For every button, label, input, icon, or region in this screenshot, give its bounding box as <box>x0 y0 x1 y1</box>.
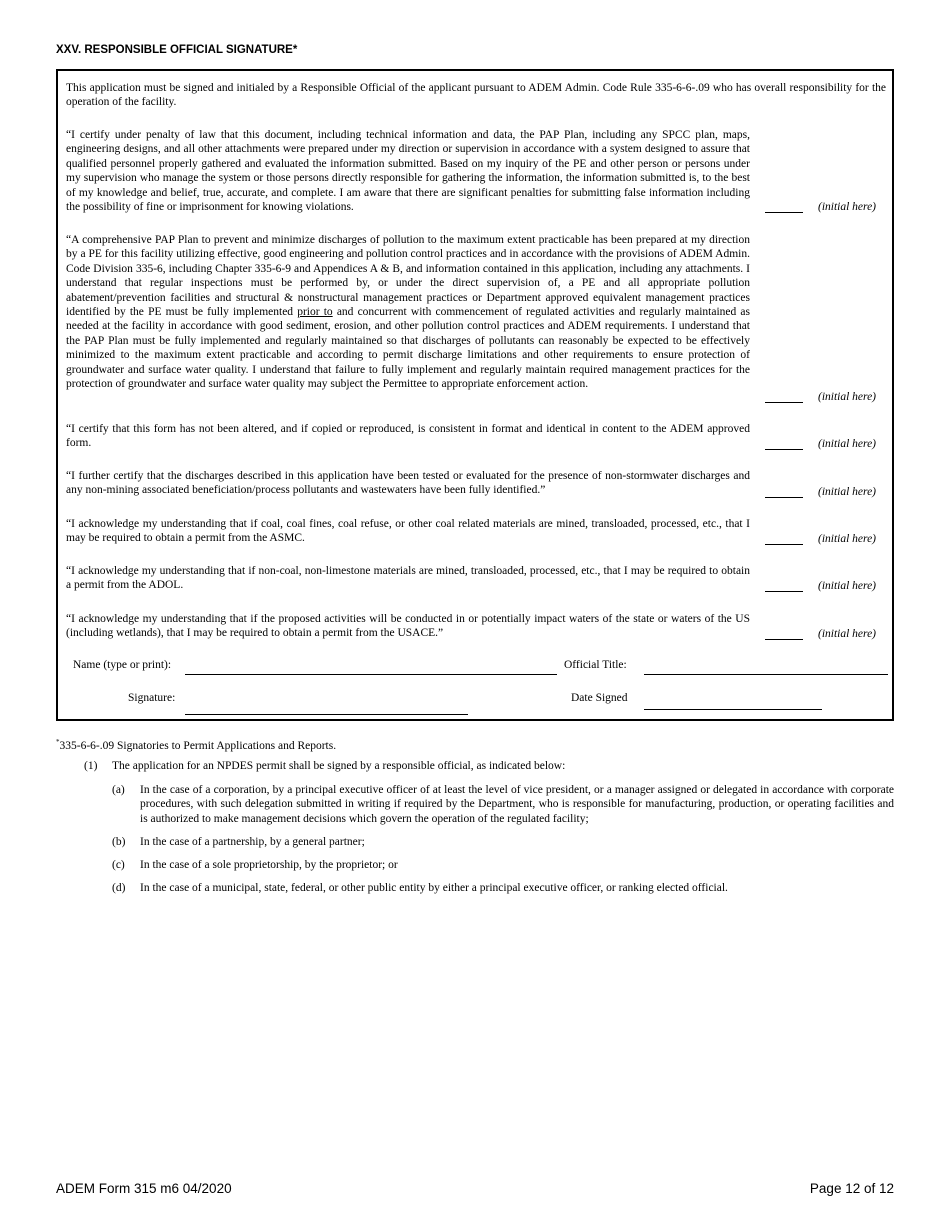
subitem-c-mark: (c) <box>112 859 125 871</box>
certification-discharges: “I further certify that the discharges described in this application have been tested or evaluated for the presence of non-stormwater discharges and any non-mining associated beneficiation/process pollutants and wastewaters have been fully identified.” <box>66 470 750 497</box>
certification-pap-plan <box>66 233 750 391</box>
subitem-b-mark: (b) <box>112 836 126 848</box>
pap-text-after: and concurrent with commencement of regulated activities and regularly maintained as needed at the facility in accordance with good sediment, erosion, and other pollution control practices and ADEM requirements. I understand that the PAP Plan must be fully implemented and regularly maintained so that discharges of pollutants can reasonably be expected to be effectively minimized to the maximum extent practicable and according to permit discharge limitations and other requirements to ensure protection of groundwater and surface water quality. I understand that failure to fully implement and regularly maintain required management practices for the protection of groundwater and surface water quality may subject the Permittee to appropriate enforcement action. <box>66 306 750 391</box>
initial-label-2: (initial here) <box>818 391 877 403</box>
item-1-text: The application for an NPDES permit shall be signed by a responsible official, as indicated below: <box>112 760 566 772</box>
initial-line-4[interactable] <box>765 497 803 498</box>
footnote-heading-text: 335-6-6-.09 Signatories to Permit Applications and Reports. <box>59 739 337 752</box>
initial-label-7: (initial here) <box>818 628 877 640</box>
certification-penalty: “I certify under penalty of law that this document, including technical information and data, the PAP Plan, including any SPCC plan, maps, engineering designs, and all other attachments were prepared under my direction or supervision in accordance with a system designed to assure that qualified personnel properly gathered and evaluated the information submitted. Based on my inquiry of the PE and other person or persons under my supervision who manage the system or those persons directly responsible for gathering the information, the information submitted is, to the best of my knowledge and belief, true, accurate, and complete. I am aware that there are significant penalties for submitting false information including the possibility of fine or imprisonment for knowing violations. <box>66 129 750 214</box>
initial-label-1: (initial here) <box>818 201 877 213</box>
signature-box <box>56 69 894 721</box>
subitem-d-text: In the case of a municipal, state, federal, or other public entity by either a principal executive officer, or ranking elected official. <box>140 882 728 894</box>
subitem-a-text: In the case of a corporation, by a principal executive officer of at least the level of vice president, or a manager assigned or delegated in accordance with corporate procedures, with such delegation submitted in writing if required by the Department, who is responsible for manufacturing, production, or operating facilities and is authorized to make management decisions which govern the operation of the regulated facility; <box>140 784 894 825</box>
initial-label-3: (initial here) <box>818 438 877 450</box>
footer-page-number: Page 12 of 12 <box>809 1181 894 1196</box>
signature-label: Signature: <box>128 692 176 704</box>
initial-label-6: (initial here) <box>818 580 877 592</box>
acknowledgement-asmc: “I acknowledge my understanding that if coal, coal fines, coal refuse, or other coal related materials are mined, transloaded, processed, etc., that I may be required to obtain a permit from the ASMC. <box>66 518 750 545</box>
footnote-marker: * <box>56 738 60 746</box>
certification-form-unaltered: “I certify that this form has not been altered, and if copied or reproduced, is consistent in format and identical in content to the ADEM approved form. <box>66 423 750 450</box>
footer-form-id: ADEM Form 315 m6 04/2020 <box>56 1181 232 1196</box>
subitem-b-text: In the case of a partnership, by a general partner; <box>140 836 365 848</box>
initial-line-7[interactable] <box>765 639 803 640</box>
initial-line-1[interactable] <box>765 212 803 213</box>
pap-text-before: “A comprehensive PAP Plan to prevent and minimize discharges of pollution to the maximum extent practicable has been prepared at my direction by a PE for this facility utilizing effective, good engineering and pollution control practices and in accordance with the provisions of ADEM Admin. Code Division 335-6, including Chapter 335-6-9 and Appendices A & B, and information contained in this application, including any attachments. I understand that regular inspections must be performed by, or under the direct supervision of, a PE and all appropriate pollution abatement/prevention facilities and structural & nonstructural management practices or Department approved equivalent management practices identified by the PE must be fully implemented <box>66 234 750 319</box>
name-field[interactable] <box>185 674 557 675</box>
initial-label-4: (initial here) <box>818 486 877 498</box>
date-signed-label: Date Signed <box>571 692 628 704</box>
subitem-d-mark: (d) <box>112 882 126 894</box>
intro-text: This application must be signed and initialed by a Responsible Official of the applicant pursuant to ADEM Admin. Code Rule 335-6-6-.09 who has overall responsibility for the operation of the facility. <box>66 82 886 109</box>
official-title-field[interactable] <box>644 674 888 675</box>
initial-label-5: (initial here) <box>818 533 877 545</box>
initial-line-2[interactable] <box>765 402 803 403</box>
subitem-a-mark: (a) <box>112 784 125 796</box>
initial-line-6[interactable] <box>765 591 803 592</box>
initial-line-5[interactable] <box>765 544 803 545</box>
initial-line-3[interactable] <box>765 449 803 450</box>
section-title: XXV. RESPONSIBLE OFFICIAL SIGNATURE* <box>56 44 298 56</box>
footnote-heading <box>56 735 336 753</box>
pap-text-underlined: prior to <box>297 306 333 319</box>
date-signed-field[interactable] <box>644 709 822 710</box>
official-title-label: Official Title: <box>564 659 627 671</box>
name-label: Name (type or print): <box>73 659 172 671</box>
acknowledgement-usace: “I acknowledge my understanding that if the proposed activities will be conducted in or potentially impact waters of the state or waters of the US (including wetlands), that I may be required to obtain a permit from the USACE.” <box>66 613 750 640</box>
subitem-c-text: In the case of a sole proprietorship, by the proprietor; or <box>140 859 398 871</box>
acknowledgement-adol: “I acknowledge my understanding that if non-coal, non-limestone materials are mined, transloaded, processed, etc., that I may be required to obtain a permit from the ADOL. <box>66 565 750 592</box>
signature-field[interactable] <box>185 714 468 715</box>
item-1-number: (1) <box>84 760 98 772</box>
